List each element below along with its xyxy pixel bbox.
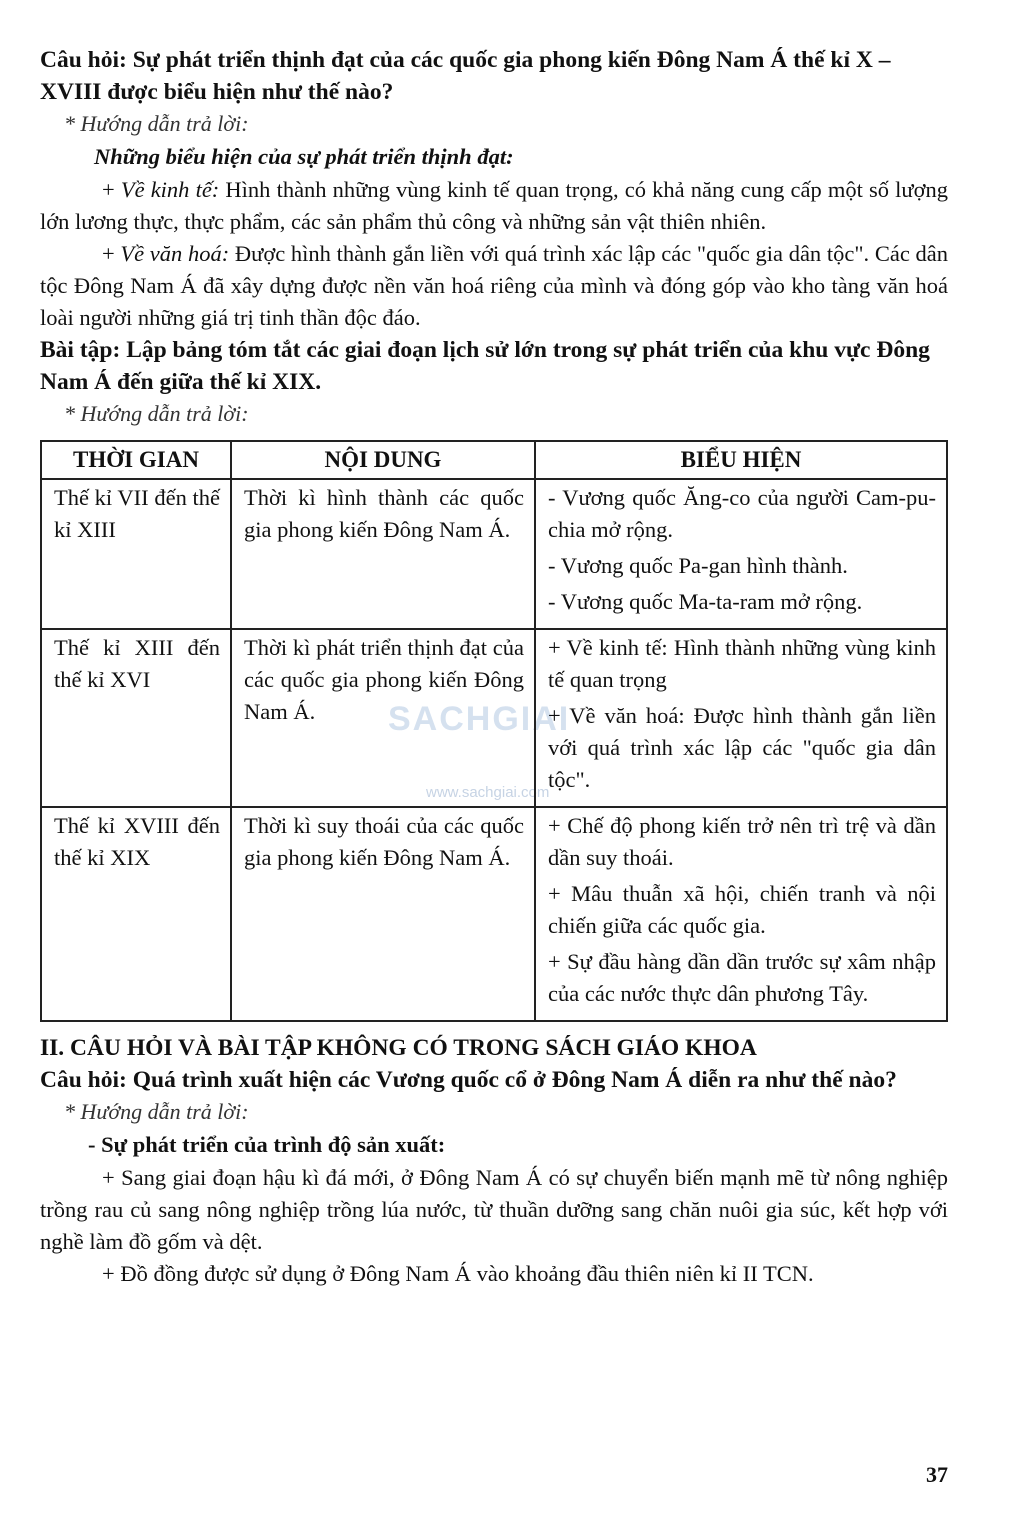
watermark-url: www.sachgiai.com <box>426 784 550 801</box>
list-item: + Chế độ phong kiến trở nên trì trệ và dần dần suy thoái. <box>548 813 936 870</box>
answer-guide-3: * Hướng dẫn trả lời: <box>64 1099 249 1124</box>
cell-time: Thế kỉ XIII đến thế kỉ XVI <box>41 629 231 807</box>
list-item: + Về kinh tế: Hình thành những vùng kinh tế quan trọng <box>548 635 936 692</box>
header-manifestation: BIỂU HIỆN <box>535 441 947 479</box>
table-row <box>41 479 947 629</box>
list-item: + Về văn hoá: Được hình thành gắn liền với quá trình xác lập các "quốc gia dân tộc". <box>548 703 936 792</box>
list-item: - Vương quốc Ăng-co của người Cam-pu-chia mở rộng. <box>548 485 936 542</box>
list-item: + Mâu thuẫn xã hội, chiến tranh và nội chiến giữa các quốc gia. <box>548 881 936 938</box>
cell-manifestation <box>535 629 947 807</box>
bullet-plus: + <box>102 241 121 266</box>
question-2-text: Quá trình xuất hiện các Vương quốc cổ ở Đông Nam Á diễn ra như thế nào? <box>126 1067 897 1093</box>
page-number: 37 <box>926 1462 948 1487</box>
header-content: NỘI DUNG <box>231 441 535 479</box>
answer-guide-2: * Hướng dẫn trả lời: <box>64 401 249 426</box>
list-item: + Sự đầu hàng dần dần trước sự xâm nhập của các nước thực dân phương Tây. <box>548 949 936 1006</box>
question-2 <box>40 1064 948 1096</box>
table-row <box>41 629 947 807</box>
q2-paragraph-1: + Sang giai đoạn hậu kì đá mới, ở Đông Nam Á có sự chuyển biến mạnh mẽ từ nông nghiệp trồng rau củ sang nông nghiệp trồng lúa nước, từ thuần dưỡng sang chăn nuôi gia súc, kết hợp với nghề làm đồ gốm và dệt. <box>40 1165 948 1254</box>
question-1-text: Sự phát triển thịnh đạt của các quốc gia phong kiến Đông Nam Á thế kỉ X – XVIII được biểu hiện như thế nào? <box>40 47 891 105</box>
question-2-label: Câu hỏi: <box>40 1067 127 1093</box>
cell-time: Thế kỉ XVIII đến thế kỉ XIX <box>41 807 231 1021</box>
q1-economy-paragraph <box>40 174 948 238</box>
question-1-label: Câu hỏi: <box>40 47 127 73</box>
q2-paragraph-2: + Đồ đồng được sử dụng ở Đông Nam Á vào khoảng đầu thiên niên kỉ II TCN. <box>102 1261 814 1286</box>
answer-guide-1: * Hướng dẫn trả lời: <box>64 111 249 136</box>
culture-text: Được hình thành gắn liền với quá trình xác lập các "quốc gia dân tộc". Các dân tộc Đông Nam Á đã xây dựng được nền văn hoá riêng của mình và đóng góp vào kho tàng văn hoá loài người những giá trị tinh thần độc đáo. <box>40 241 948 330</box>
q2-subheading: - Sự phát triển của trình độ sản xuất: <box>88 1132 446 1157</box>
watermark-logo: SACHGIAI <box>388 700 571 738</box>
bullet-plus: + <box>102 177 121 202</box>
list-item: - Vương quốc Pa-gan hình thành. <box>548 553 848 578</box>
cell-content: Thời kì hình thành các quốc gia phong kiến Đông Nam Á. <box>231 479 535 629</box>
economy-text: Hình thành những vùng kinh tế quan trọng, có khả năng cung cấp một số lượng lớn lương thực, thực phẩm, các sản phẩm thủ công và những sản vật thiên nhiên. <box>40 177 948 234</box>
page-content <box>40 44 948 1290</box>
table-row <box>41 807 947 1021</box>
economy-label: Về kinh tế: <box>120 177 220 202</box>
cell-content: Thời kì phát triển thịnh đạt của các quốc gia phong kiến Đông Nam Á. <box>231 629 535 807</box>
header-time: THỜI GIAN <box>41 441 231 479</box>
section-2-title: II. CÂU HỎI VÀ BÀI TẬP KHÔNG CÓ TRONG SÁCH GIÁO KHOA <box>40 1035 757 1061</box>
cell-manifestation <box>535 807 947 1021</box>
table-header-row <box>41 441 947 479</box>
exercise-1-text: Lập bảng tóm tắt các giai đoạn lịch sử lớn trong sự phát triển của khu vực Đông Nam Á đến giữa thế kỉ XIX. <box>40 337 930 395</box>
q1-subheading: Những biểu hiện của sự phát triển thịnh đạt: <box>94 144 514 169</box>
question-1 <box>40 44 948 108</box>
cell-time: Thế kỉ VII đến thế kỉ XIII <box>41 479 231 629</box>
list-item: - Vương quốc Ma-ta-ram mở rộng. <box>548 589 863 614</box>
cell-content: Thời kì suy thoái của các quốc gia phong kiến Đông Nam Á. <box>231 807 535 1021</box>
exercise-1 <box>40 334 948 398</box>
culture-label: Về văn hoá: <box>120 241 230 266</box>
exercise-1-label: Bài tập: <box>40 337 121 363</box>
cell-manifestation <box>535 479 947 629</box>
history-periods-table <box>40 440 948 1022</box>
q1-culture-paragraph <box>40 238 948 334</box>
